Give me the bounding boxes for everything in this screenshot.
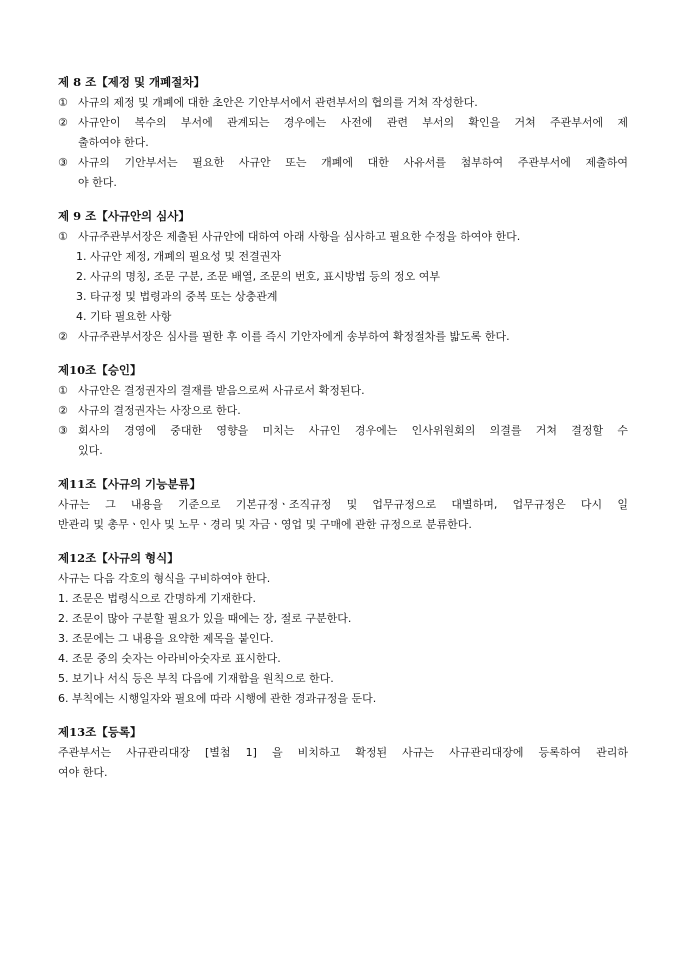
clause-text: 사규주관부서장은 제출된 사규안에 대하여 아래 사항을 심사하고 필요한 수정을 하여야 한다. xyxy=(78,230,521,243)
clause-item xyxy=(58,421,628,441)
clause-text: 사규의 결정권자는 사장으로 한다. xyxy=(78,404,241,417)
clause-item xyxy=(58,381,628,401)
clause-text-continued: 있다. xyxy=(78,444,103,457)
article-heading: 제12조【사규의 형식】 xyxy=(58,551,179,565)
article-section xyxy=(58,474,628,535)
paragraph-line: 5. 보기나 서식 등은 부칙 다음에 기재함을 원칙으로 한다. xyxy=(58,672,334,685)
article-section xyxy=(58,72,628,193)
paragraph-line: 4. 조문 중의 숫자는 아라비아숫자로 표시한다. xyxy=(58,652,281,665)
clause-item xyxy=(58,93,628,113)
article-heading: 제 9 조【사규안의 심사】 xyxy=(58,209,190,223)
clause-text: 사규안은 결정권자의 결재를 받음으로써 사규로서 확정된다. xyxy=(78,384,365,397)
clause-number: ① xyxy=(58,230,68,243)
paragraph-line: 여야 한다. xyxy=(58,766,108,779)
clause-number: ② xyxy=(58,330,68,343)
clause-number: ① xyxy=(58,96,68,109)
clause-number: ② xyxy=(58,404,68,417)
article-heading: 제11조【사규의 기능분류】 xyxy=(58,477,201,491)
paragraph-line: 사규는 그 내용을 기준으로 기본규정ㆍ조직규정 및 업무규정으로 대별하며, 업무규정은 다시 일 xyxy=(58,498,628,511)
paragraph-line: 주관부서는 사규관리대장 [별첨 1] 을 비치하고 확정된 사규는 사규관리대장에 등록하여 관리하 xyxy=(58,746,628,759)
clause-number: ③ xyxy=(58,424,68,437)
article-heading: 제10조【승인】 xyxy=(58,363,142,377)
clause-number: ③ xyxy=(58,156,68,169)
article-section xyxy=(58,206,628,347)
article-heading: 제 8 조【제정 및 개폐절차】 xyxy=(58,75,205,89)
clause-item xyxy=(58,153,628,173)
sub-item: 4. 기타 필요한 사항 xyxy=(76,310,172,323)
sub-item: 2. 사규의 명칭, 조문 구분, 조문 배열, 조문의 번호, 표시방법 등의 정오 여부 xyxy=(76,270,440,283)
clause-text: 사규안이 복수의 부서에 관계되는 경우에는 사전에 관련 부서의 확인을 거쳐 주관부서에 제 xyxy=(78,116,628,129)
clause-item xyxy=(58,113,628,133)
clause-text-continued: 출하여야 한다. xyxy=(78,136,149,149)
clause-text: 사규주관부서장은 심사를 필한 후 이를 즉시 기안자에게 송부하여 확정절차를 밟도록 한다. xyxy=(78,330,510,343)
clause-text: 사규의 기안부서는 필요한 사규안 또는 개폐에 대한 사유서를 첨부하여 주관부서에 제출하여 xyxy=(78,156,628,169)
clause-text: 회사의 경영에 중대한 영향을 미치는 사규인 경우에는 인사위원회의 의결를 거쳐 결정할 수 xyxy=(78,424,628,437)
regulation-body xyxy=(58,72,628,796)
article-section xyxy=(58,548,628,709)
paragraph-line: 2. 조문이 많아 구분할 필요가 있을 때에는 장, 절로 구분한다. xyxy=(58,612,352,625)
sub-item: 3. 타규정 및 법령과의 중복 또는 상충관계 xyxy=(76,290,278,303)
paragraph-line: 6. 부칙에는 시행일자와 필요에 따라 시행에 관한 경과규정을 둔다. xyxy=(58,692,377,705)
paragraph-line: 1. 조문은 법령식으로 간명하게 기재한다. xyxy=(58,592,256,605)
article-section xyxy=(58,722,628,783)
clause-item xyxy=(58,227,628,247)
article-heading: 제13조【등록】 xyxy=(58,725,142,739)
clause-number: ① xyxy=(58,384,68,397)
clause-text-continued: 야 한다. xyxy=(78,176,117,189)
paragraph-line: 사규는 다음 각호의 형식을 구비하여야 한다. xyxy=(58,572,271,585)
article-section xyxy=(58,360,628,461)
clause-number: ② xyxy=(58,116,68,129)
clause-item xyxy=(58,401,628,421)
clause-item xyxy=(58,327,628,347)
paragraph-line: 반관리 및 총무ㆍ인사 및 노무ㆍ경리 및 자금ㆍ영업 및 구매에 관한 규정으로 분류한다. xyxy=(58,518,472,531)
clause-text: 사규의 제정 및 개폐에 대한 초안은 기안부서에서 관련부서의 협의를 거쳐 작성한다. xyxy=(78,96,478,109)
sub-item: 1. 사규안 제정, 개폐의 필요성 및 전결권자 xyxy=(76,250,281,263)
paragraph-line: 3. 조문에는 그 내용을 요약한 제목을 붙인다. xyxy=(58,632,274,645)
